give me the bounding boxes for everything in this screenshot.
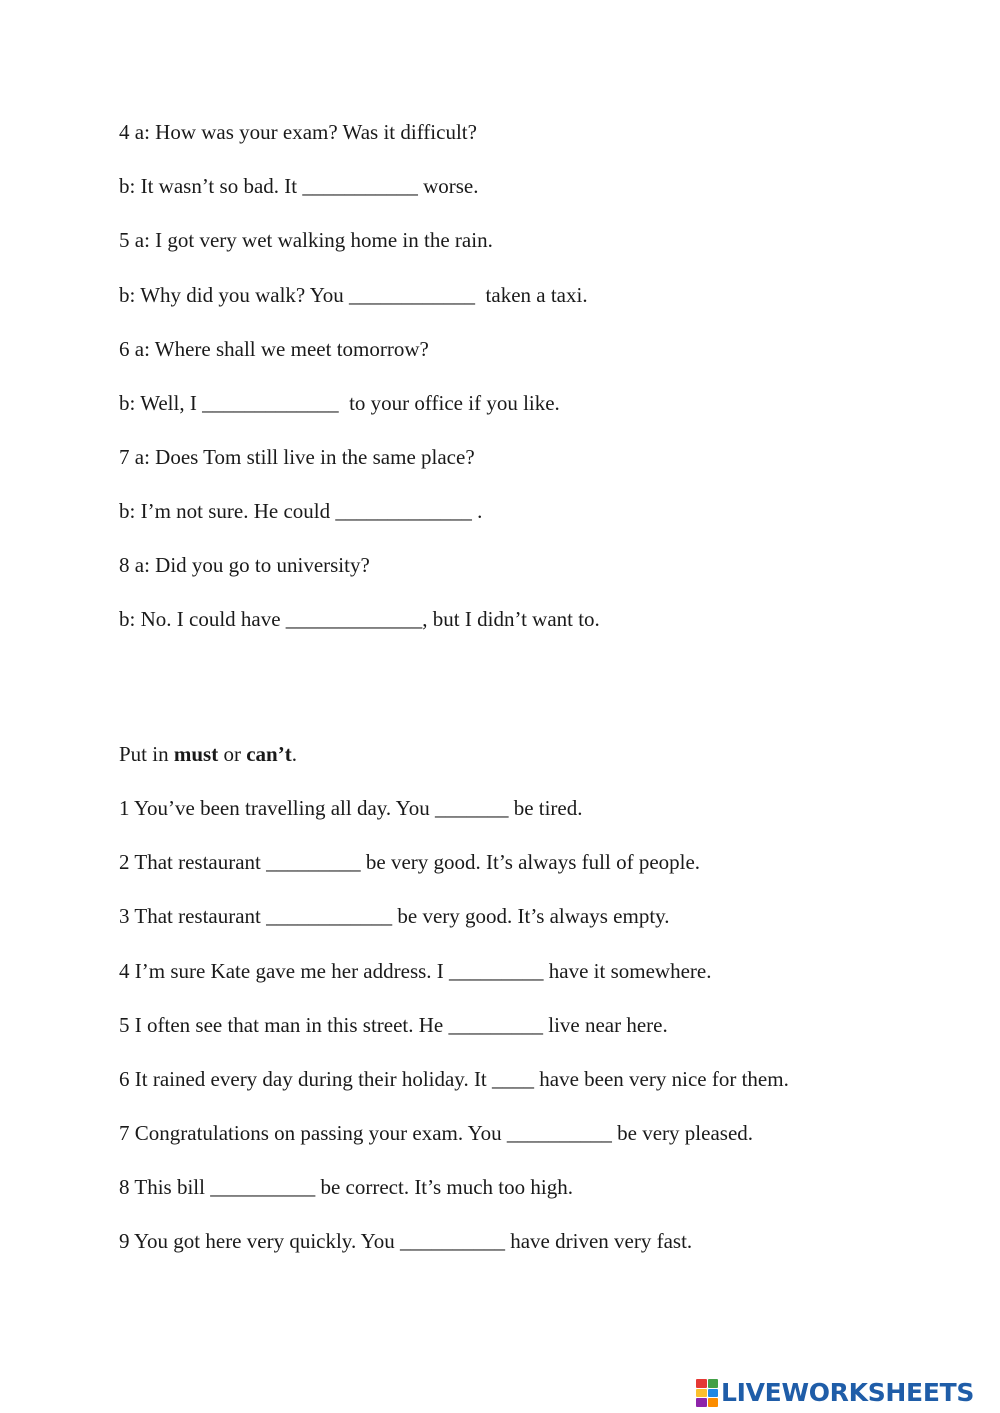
logo-block xyxy=(708,1398,719,1407)
logo-block xyxy=(708,1379,719,1388)
exercise-line: b: Why did you walk? You ____________ taken a taxi. xyxy=(119,283,588,307)
logo-block xyxy=(708,1389,719,1398)
instruction-suffix: . xyxy=(291,742,297,766)
exercise-line: 8 This bill __________ be correct. It’s much too high. xyxy=(119,1175,573,1199)
logo-block xyxy=(696,1379,707,1388)
instruction-mid: or xyxy=(218,742,247,766)
logo-block xyxy=(696,1389,707,1398)
section-instruction xyxy=(119,741,297,767)
instruction-word-must: must xyxy=(173,742,219,766)
exercise-line: 5 a: I got very wet walking home in the rain. xyxy=(119,228,493,252)
instruction-word-cant: can’t xyxy=(246,742,292,766)
exercise-line: 9 You got here very quickly. You __________ have driven very fast. xyxy=(119,1229,693,1253)
exercise-line: b: No. I could have _____________, but I didn’t want to. xyxy=(119,607,600,631)
exercise-line: 2 That restaurant _________ be very good. It’s always full of people. xyxy=(119,850,701,874)
liveworksheets-logo xyxy=(696,1378,974,1408)
exercise-line: 6 a: Where shall we meet tomorrow? xyxy=(119,337,429,361)
exercise-line: b: Well, I _____________ to your office if you like. xyxy=(119,391,560,415)
exercise-line: 6 It rained every day during their holiday. It ____ have been very nice for them. xyxy=(119,1067,789,1091)
exercise-line: 1 You’ve been travelling all day. You _______ be tired. xyxy=(119,796,583,820)
exercise-line: 4 I’m sure Kate gave me her address. I _________ have it somewhere. xyxy=(119,959,712,983)
instruction-prefix: Put in xyxy=(119,742,174,766)
exercise-line: 3 That restaurant ____________ be very good. It’s always empty. xyxy=(119,904,670,928)
exercise-line: 8 a: Did you go to university? xyxy=(119,553,370,577)
logo-block xyxy=(696,1398,707,1407)
exercise-line: b: I’m not sure. He could _____________ . xyxy=(119,499,483,523)
exercise-line: 7 Congratulations on passing your exam. You __________ be very pleased. xyxy=(119,1121,754,1145)
logo-text: LIVEWORKSHEETS xyxy=(721,1378,975,1407)
exercise-line: b: It wasn’t so bad. It ___________ worse. xyxy=(119,174,479,198)
exercise-line: 4 a: How was your exam? Was it difficult? xyxy=(119,120,477,144)
liveworksheets-logo-icon xyxy=(696,1379,718,1407)
exercise-line: 5 I often see that man in this street. He _________ live near here. xyxy=(119,1013,668,1037)
exercise-line: 7 a: Does Tom still live in the same place? xyxy=(119,445,475,469)
